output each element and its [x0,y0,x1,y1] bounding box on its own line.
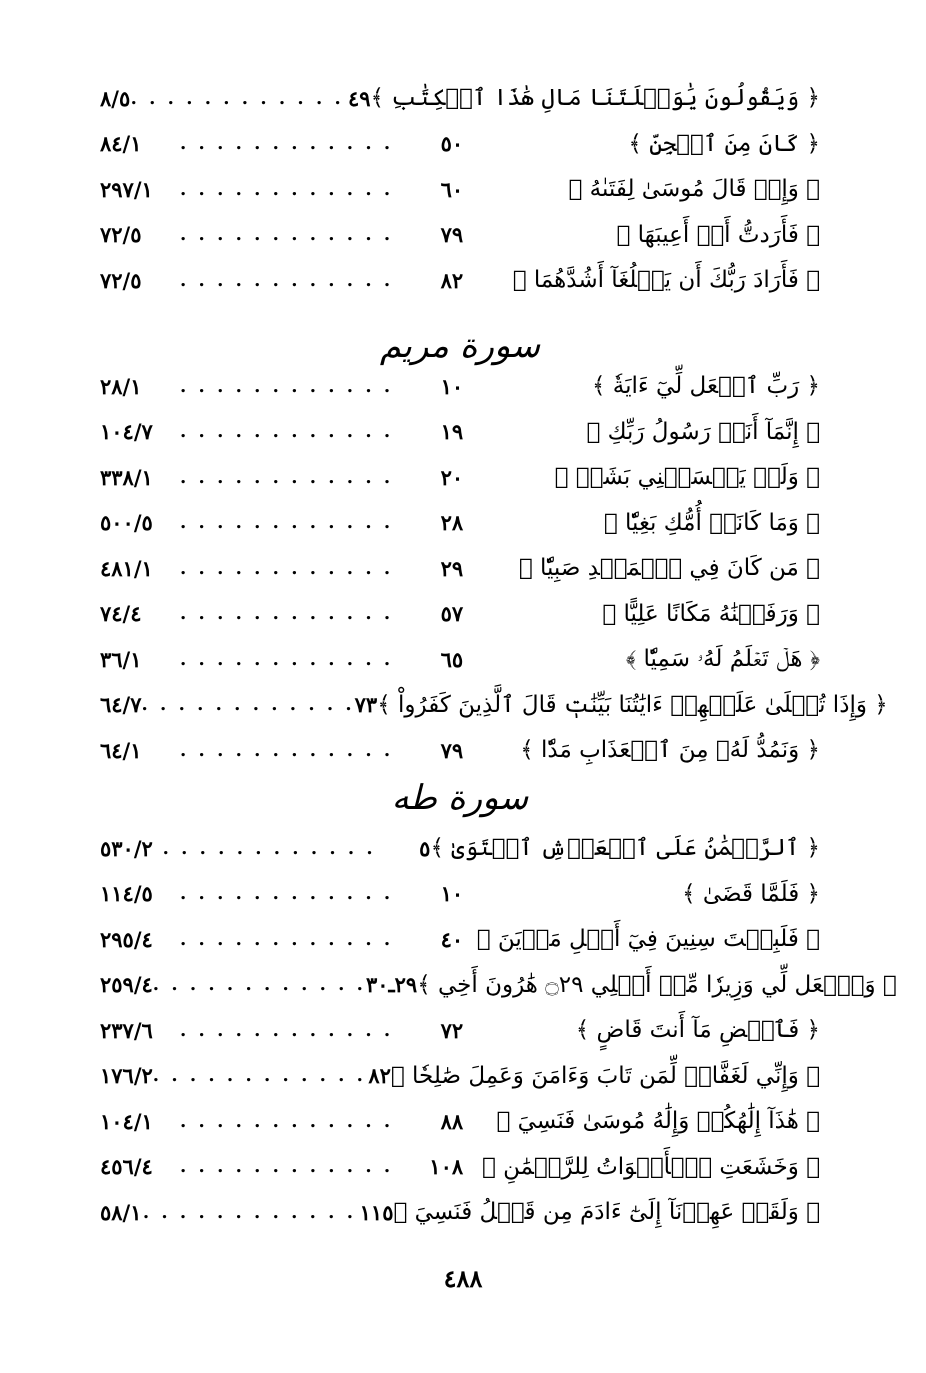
verse-text: ﴿ وَإِذۡ قَالَ مُوسَىٰ لِفَتَىٰهُ ﴾ [568,176,820,202]
verse-text: ﴿ هَلۡ تَعۡلَمُ لَهُۥ سَمِيّٗا ﴾ [625,646,820,672]
index-row [100,550,820,586]
reference: ٧٢/٥ [100,267,142,293]
index-row [100,262,820,298]
reference: ٢٣٧/٦ [100,1017,153,1043]
leader-dots: . . . . . . . . . . . . [180,375,394,397]
leader-dots: . . . . . . . . . . . . [180,883,394,904]
index-row [100,1149,820,1185]
aya-number: ٧٩ [440,737,464,763]
leader-dots: . . . . . . . . . . . . [180,269,394,291]
page-number: ٤٨٨ [443,1264,483,1293]
reference: ٥٣٠/٢ [100,835,153,861]
aya-number: ٧٣ [354,692,378,717]
reference: ٨٤/١ [100,131,142,156]
index-row [100,1103,820,1139]
aya-number: ٧٢ [440,1017,464,1043]
leader-dots: . . . . . . . . . . . . [180,1156,394,1177]
index-row [100,459,820,495]
aya-number: ٦٠ [440,176,464,202]
surah-title: سورة طه [391,778,529,818]
aya-number: ٥٧ [440,601,464,626]
leader-dots: . . . . . . . . . . . . [180,1110,394,1132]
index-row [100,830,820,866]
index-row [100,921,820,957]
reference: ٧٢/٥ [100,222,142,247]
reference: ٦٤/٧ [100,692,142,717]
index-row [100,876,820,912]
leader-dots: . . . . . . . . . . . . [180,603,394,624]
reference: ٣٣٨/١ [100,464,153,490]
index-row [100,1194,820,1230]
leader-dots: . . . . . . . . . . . . [130,87,344,109]
leader-dots: . . . . . . . . . . . . [162,837,376,859]
leader-dots: . . . . . . . . . . . . [180,648,394,670]
aya-number: ٢٠ [440,464,464,490]
index-row [100,368,820,404]
verse-text: ﴿ كَانَ مِنَ ٱلۡجِنِّ ﴾ [628,130,820,157]
reference: ٤٥٦/٤ [100,1154,153,1179]
reference: ١٧٦/٢ [100,1063,153,1088]
aya-number: ١١٥ [359,1199,394,1225]
aya-number: ٧٩ [440,222,464,247]
leader-dots: . . . . . . . . . . . . [142,1201,356,1223]
reference: ٧٤/٤ [100,601,142,626]
verse-text: ﴿ ٱلرَّحۡمَٰنُ عَلَى ٱلۡعَرۡشِ ٱسۡتَوَىٰ ﴾ [430,835,820,861]
index-row [100,217,820,253]
verse-text: ﴿ فَأَرَادَ رَبُّكَ أَن يَبۡلُغَآ أَشُدَّهُمَا ﴾ [512,267,820,293]
reference: ١٠٤/١ [100,1108,153,1134]
verse-text: ﴿ وَٱجۡعَل لِّي وَزِيرٗا مِّنۡ أَهۡلِي ۝٢٩ هَٰرُونَ أَخِي ﴾ [417,971,897,998]
verse-text: ﴿ وَإِذَا تُتۡلَىٰ عَلَيۡهِمۡ ءَايَٰتُنَا بَيِّنَٰتٖ قَالَ ٱلَّذِينَ كَفَرُواْ ﴾ [377,691,888,718]
aya-number: ٨٢ [368,1063,391,1088]
index-row [100,414,820,450]
reference: ٨/٥ [100,85,131,111]
index-row [100,687,888,723]
verse-text: ﴿ مَن كَانَ فِي ٱلۡمَهۡدِ صَبِيّٗا ﴾ [518,555,820,581]
leader-dots: . . . . . . . . . . . . [152,974,366,995]
verse-text: ﴿ فَلَبِثۡتَ سِنِينَ فِيٓ أَهۡلِ مَدۡيَنَ ﴾ [476,926,820,952]
leader-dots: . . . . . . . . . . . . [152,1065,366,1086]
index-row [100,641,820,677]
leader-dots: . . . . . . . . . . . . [180,133,394,154]
verse-text: ﴿ فَٱقۡضِ مَآ أَنتَ قَاضٍ ﴾ [575,1017,820,1043]
aya-number: ١٩ [440,419,464,444]
reference: ٢٩٥/٤ [100,926,153,952]
reference: ٦٤/١ [100,737,142,763]
index-row [100,596,820,632]
verse-text: ﴿ فَأَرَدتُّ أَنۡ أَعِيبَهَا ﴾ [616,221,820,248]
aya-number: ٢٩ـ٣٠ [365,972,418,997]
verse-text: ﴿ وَنَمُدُّ لَهُۥ مِنَ ٱلۡعَذَابِ مَدّٗا ﴾ [520,737,820,763]
aya-number: ٥٠ [440,131,464,156]
reference: ٢٨/١ [100,373,142,399]
index-row [100,1058,820,1094]
leader-dots: . . . . . . . . . . . . [180,928,394,950]
verse-text: ﴿ وَخَشَعَتِ ٱلۡأَصۡوَاتُ لِلرَّحۡمَٰنِ ﴾ [481,1153,820,1180]
reference: ٤٨١/١ [100,555,153,581]
leader-dots: . . . . . . . . . . . . [180,1019,394,1041]
reference: ٢٥٩/٤ [100,972,153,997]
aya-number: ٥ [419,835,431,861]
aya-number: ٦٥ [440,646,464,672]
leader-dots: . . . . . . . . . . . . [180,512,394,533]
aya-number: ٤٠ [440,926,464,952]
aya-number: ١٠ [440,373,464,399]
index-row [100,171,820,207]
verse-text: ﴿ وَمَا كَانَتۡ أُمُّكِ بَغِيّٗا ﴾ [603,509,820,536]
verse-text: ﴿ وَلَمۡ يَمۡسَسۡنِي بَشَرٞ ﴾ [554,464,820,490]
index-row [100,967,897,1003]
leader-dots: . . . . . . . . . . . . [180,421,394,442]
aya-number: ٨٨ [440,1108,464,1134]
index-row [100,126,820,162]
verse-text: ﴿ هَٰذَآ إِلَٰهُكُمۡ وَإِلَٰهُ مُوسَىٰ فَنَسِيَ ﴾ [496,1108,820,1134]
index-row [100,80,820,116]
leader-dots: . . . . . . . . . . . . [141,694,355,715]
leader-dots: . . . . . . . . . . . . [180,466,394,488]
leader-dots: . . . . . . . . . . . . [180,178,394,200]
leader-dots: . . . . . . . . . . . . [180,557,394,579]
index-row [100,1012,820,1048]
reference: ٢٩٧/١ [100,176,153,202]
verse-text: ﴿ رَبِّ ٱجۡعَل لِّيٓ ءَايَةٗ ﴾ [592,373,820,399]
leader-dots: . . . . . . . . . . . . [180,224,394,245]
reference: ١٠٤/٧ [100,419,153,444]
verse-text: ﴿ وَرَفَعۡنَٰهُ مَكَانًا عَلِيًّا ﴾ [602,600,820,627]
aya-number: ١٠ [440,881,464,906]
leader-dots: . . . . . . . . . . . . [180,739,394,761]
verse-text: ﴿ وَلَقَدۡ عَهِدۡنَآ إِلَىٰٓ ءَادَمَ مِن قَبۡلُ فَنَسِيَ ﴾ [393,1199,820,1225]
verse-text: ﴿ وَإِنِّي لَغَفَّارٞ لِّمَن تَابَ وَءَامَنَ وَعَمِلَ صَٰلِحٗا ﴾ [390,1062,820,1089]
aya-number: ٢٨ [440,510,464,535]
index-row [100,505,820,541]
aya-number: ٤٩ [347,85,371,111]
aya-number: ١٠٨ [429,1154,464,1179]
reference: ٥٨/١ [100,1199,142,1225]
aya-number: ٢٩ [440,555,464,581]
reference: ١١٤/٥ [100,881,153,906]
verse-text: ﴿ فَلَمَّا قَضَىٰ ﴾ [682,880,820,907]
aya-number: ٨٢ [440,267,464,293]
surah-title: سورة مريم [379,326,541,366]
reference: ٣٦/١ [100,646,142,672]
index-row [100,732,820,768]
verse-text: ﴿ إِنَّمَآ أَنَا۠ رَسُولُ رَبِّكِ ﴾ [586,418,820,445]
reference: ٥٠٠/٥ [100,510,153,535]
verse-text: ﴿ وَيَقُولُونَ يَٰوَيۡلَتَنَا مَالِ هَٰذَا ٱلۡكِتَٰبِ ﴾ [370,85,820,111]
